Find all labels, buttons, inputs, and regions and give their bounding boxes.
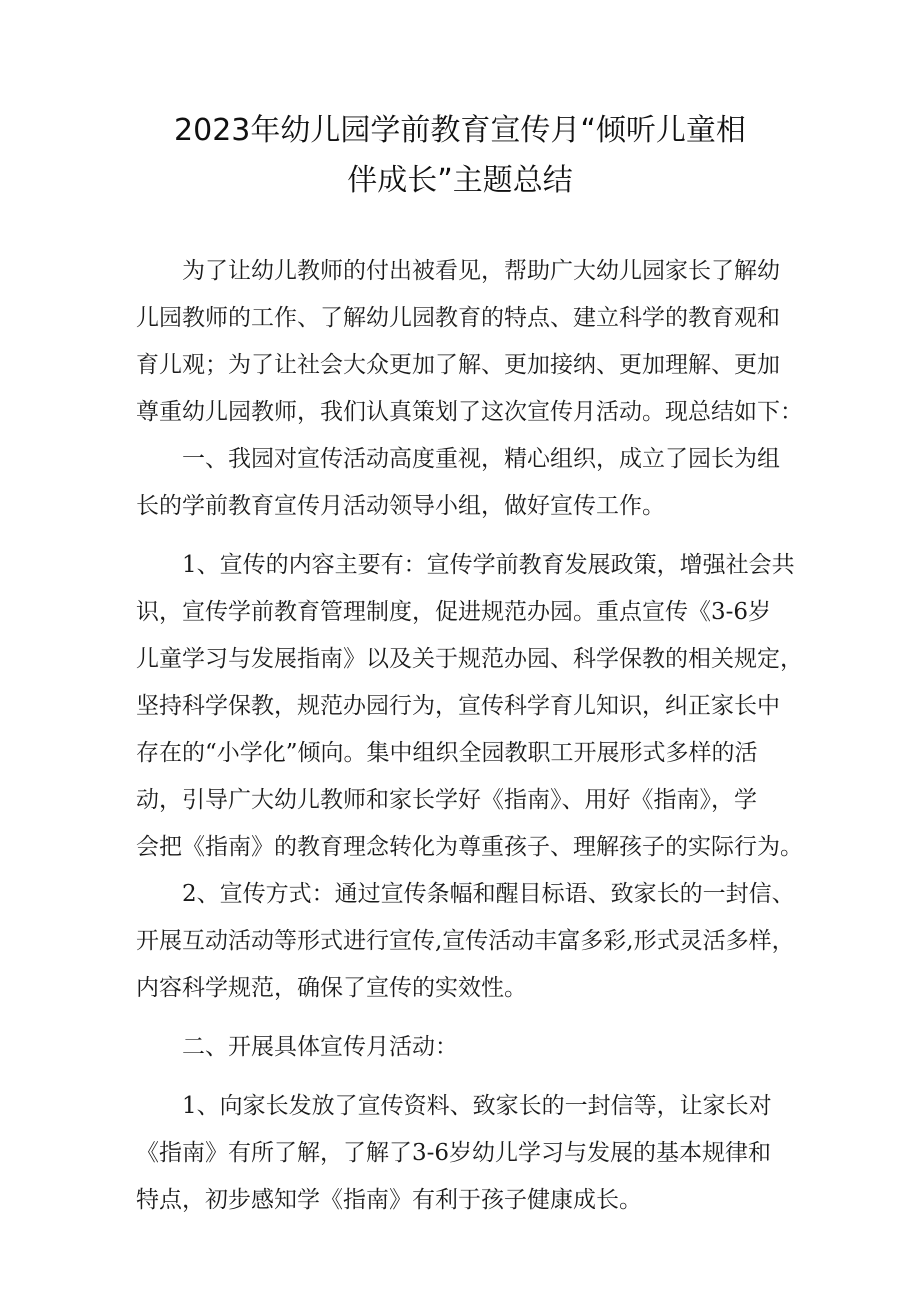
text-line: 特点，初步感知学《指南》有利于孩子健康成长。 [136,1187,642,1213]
paragraph-section-one [136,436,802,530]
text-line: 儿童学习与发展指南》以及关于规范办园、科学保教的相关规定， [136,646,803,672]
paragraph-publicity-method [136,871,802,1012]
text-line: 1、向家长发放了宣传资料、致家长的一封信等，让家长对 [182,1093,772,1119]
document-body [136,248,802,1224]
document-title [0,106,920,206]
text-line: 儿园教师的工作、了解幼儿园教育的特点、建立科学的教育观和 [136,305,780,331]
paragraph-publicity-content [136,542,802,871]
text-line: 一、我园对宣传活动高度重视，精心组织，成立了园长为组 [182,446,780,472]
text-line: 育儿观；为了让社会大众更加了解、更加接纳、更加理解、更加 [136,352,780,378]
paragraph-intro [136,248,802,436]
paragraph-section-two [136,1024,802,1071]
text-line: 尊重幼儿园教师，我们认真策划了这次宣传月活动。现总结如下： [136,399,803,425]
title-line-1: 2023年幼儿园学前教育宣传月“倾听儿童相 [174,113,746,148]
text-line: 开展互动活动等形式进行宣传,宣传活动丰富多彩,形式灵活多样， [136,928,795,954]
text-line: 为了让幼儿教师的付出被看见，帮助广大幼儿园家长了解幼 [182,258,780,284]
text-line: 1、宣传的内容主要有：宣传学前教育发展政策，增强社会共 [182,552,795,578]
text-line: 2、宣传方式：通过宣传条幅和醒目标语、致家长的一封信、 [182,881,795,907]
text-line: 识，宣传学前教育管理制度，促进规范办园。重点宣传《3-6岁 [136,599,772,625]
text-line: 会把《指南》的教育理念转化为尊重孩子、理解孩子的实际行为。 [136,834,803,860]
text-line: 坚持科学保教，规范办园行为，宣传科学育儿知识，纠正家长中 [136,693,780,719]
text-line: 二、开展具体宣传月活动： [182,1034,458,1060]
paragraph-handouts [136,1083,802,1224]
text-line: 动，引导广大幼儿教师和家长学好《指南》、用好《指南》，学 [136,787,757,813]
text-line: 存在的“小学化”倾向。集中组织全园教职工开展形式多样的活 [136,740,758,766]
text-line: 长的学前教育宣传月活动领导小组，做好宣传工作。 [136,493,665,519]
title-line-2: 伴成长”主题总结 [347,163,573,198]
text-line: 《指南》有所了解，了解了3-6岁幼儿学习与发展的基本规律和 [136,1140,772,1166]
text-line: 内容科学规范，确保了宣传的实效性。 [136,975,527,1001]
